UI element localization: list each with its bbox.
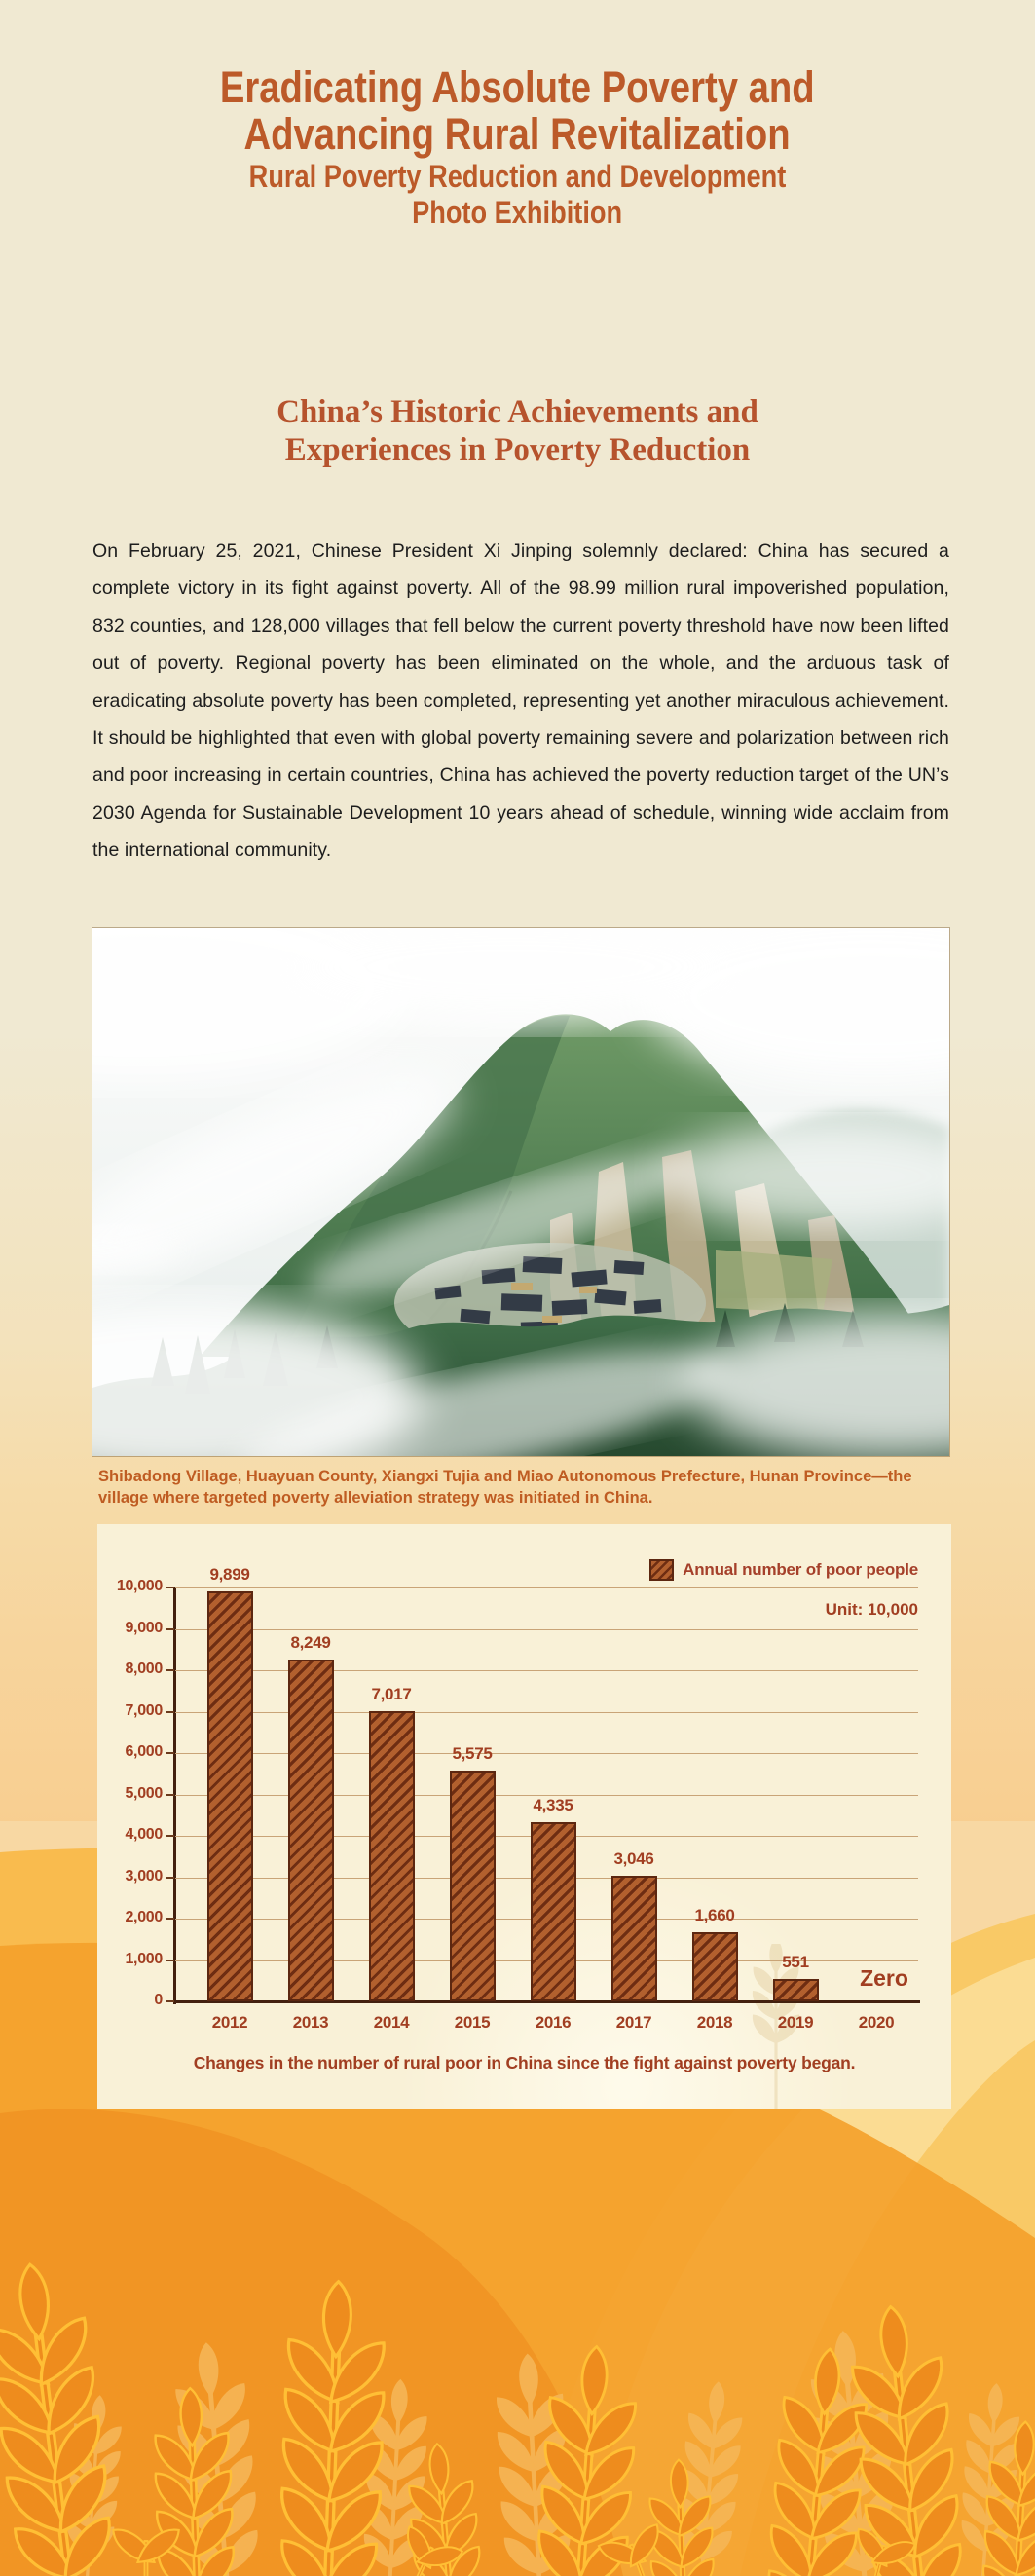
bar-value-label: 7,017 (371, 1684, 412, 1703)
section-heading (0, 393, 1035, 469)
photo-caption-line2: village where targeted poverty alleviation strategy was initiated in China. (98, 1488, 653, 1507)
x-axis-label: 2019 (777, 2013, 814, 2032)
poster-subtitle-line2: Photo Exhibition (412, 195, 623, 230)
y-axis-tick (166, 1669, 174, 1671)
x-axis-label: 2017 (615, 2013, 652, 2032)
bar-value-label: 3,046 (613, 1848, 654, 1868)
bar-2015 (450, 1771, 496, 2001)
bar-2016 (531, 1822, 576, 2001)
x-axis-label: 2012 (211, 2013, 248, 2032)
y-axis-label: 7,000 (125, 1701, 163, 1719)
gridline (175, 1629, 918, 1630)
y-axis-tick (166, 1877, 174, 1879)
x-axis-label: 2016 (535, 2013, 572, 2032)
poster-title (0, 64, 1035, 158)
y-axis-label: 4,000 (125, 1826, 163, 1843)
x-axis-label: 2020 (858, 2013, 895, 2032)
y-axis-label: 6,000 (125, 1743, 163, 1760)
chart-legend (649, 1559, 918, 1581)
y-axis-label: 9,000 (125, 1619, 163, 1636)
bar-value-label: 5,575 (452, 1744, 493, 1764)
y-axis-label: 2,000 (125, 1909, 163, 1925)
y-axis-label: 3,000 (125, 1867, 163, 1885)
bar-2012 (207, 1591, 253, 2001)
bar-value-label: 8,249 (290, 1633, 331, 1653)
y-axis-label: 0 (154, 1992, 163, 2008)
gridline (175, 1753, 918, 1754)
chart-unit-label: Unit: 10,000 (825, 1600, 918, 1619)
y-axis-tick (166, 1752, 174, 1754)
bar-value-label: 9,899 (209, 1565, 250, 1585)
y-axis-tick (166, 1918, 174, 1920)
legend-label: Annual number of poor people (683, 1560, 918, 1579)
bar-2019 (773, 1979, 819, 2001)
zero-value-label: Zero (860, 1965, 908, 1991)
x-axis-label: 2018 (696, 2013, 733, 2032)
y-axis-label: 1,000 (125, 1950, 163, 1967)
y-axis-tick (166, 1835, 174, 1837)
poster-subtitle-line1: Rural Poverty Reduction and Development (248, 159, 787, 194)
bar-value-label: 1,660 (694, 1906, 735, 1925)
legend-swatch (649, 1559, 674, 1581)
y-axis-tick (166, 1794, 174, 1796)
y-axis-label: 8,000 (125, 1661, 163, 1677)
body-paragraph: On February 25, 2021, Chinese President Xi Jinping solemnly declared: China has secured a complete victory in its fight against poverty. All of the 98.99 million rural impoverished population, 832 counties, and 128,000 villages that fell below the current poverty threshold have now been lifted out of poverty. Regional poverty has been eliminated on the whole, and the arduous task of eradicating absolute poverty has been completed, representing yet another miraculous achievement. It should be highlighted that even with global poverty remaining severe and polarization between rich and poor increasing in certain countries, China has achieved the poverty reduction target of the UN’s 2030 Agenda for Sustainable Development 10 years ahead of schedule, winning wide acclaim from the international community. (92, 541, 949, 862)
y-axis-line (173, 1587, 176, 2004)
x-axis-label: 2014 (373, 2013, 410, 2032)
gridline (175, 1587, 918, 1588)
poster-title-line2: Advancing Rural Revitalization (243, 109, 792, 159)
bar-2014 (369, 1711, 415, 2001)
section-heading-line1: China’s Historic Achievements and (277, 394, 758, 429)
section-heading-line2: Experiences in Poverty Reduction (284, 432, 751, 467)
y-axis-tick (166, 1628, 174, 1630)
poverty-bar-chart (97, 1524, 951, 2109)
y-axis-tick (166, 1587, 174, 1588)
gridline (175, 1670, 918, 1671)
bar-2018 (692, 1932, 738, 2001)
photo-caption (98, 1467, 947, 1509)
bar-2013 (288, 1660, 334, 2001)
gridline (175, 1712, 918, 1713)
y-axis-label: 5,000 (125, 1784, 163, 1802)
bar-2017 (611, 1876, 657, 2001)
poster-subtitle (0, 159, 1035, 231)
village-photo (92, 928, 949, 1456)
x-axis-label: 2015 (454, 2013, 491, 2032)
chart-caption: Changes in the number of rural poor in China since the fight against poverty began. (193, 2053, 856, 2072)
x-axis-label: 2013 (292, 2013, 329, 2032)
y-axis-tick (166, 1960, 174, 1961)
y-axis-tick (166, 1711, 174, 1713)
poster-title-line1: Eradicating Absolute Poverty and (220, 62, 815, 112)
photo-caption-line1: Shibadong Village, Huayuan County, Xiangxi Tujia and Miao Autonomous Prefecture, Hunan Province—the (98, 1468, 912, 1485)
y-axis-label: 10,000 (116, 1578, 163, 1594)
y-axis-tick (166, 2000, 174, 2002)
bar-value-label: 4,335 (533, 1795, 573, 1814)
bar-value-label: 551 (782, 1952, 809, 1971)
